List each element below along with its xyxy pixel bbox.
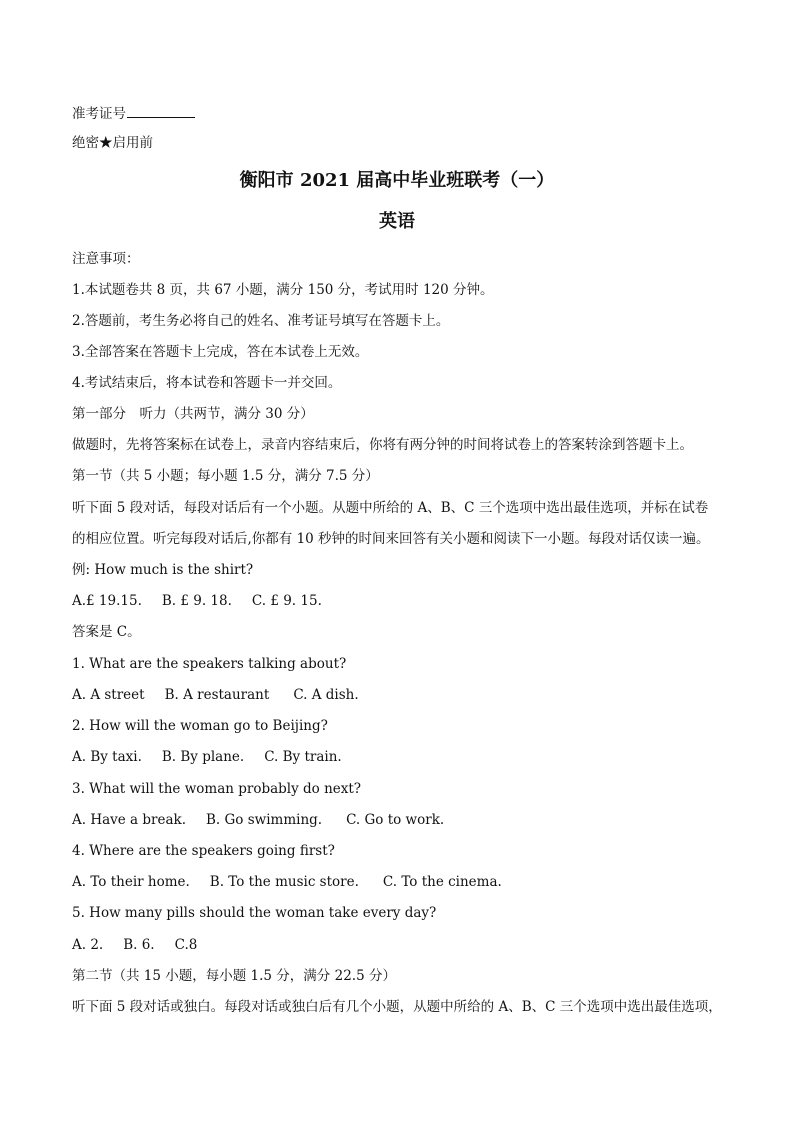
question-1: 1. What are the speakers talking about? <box>72 656 347 672</box>
exam-title: 衡阳市 2021 届高中毕业班联考（一） <box>239 170 555 191</box>
option-a: A. To their home. <box>72 874 190 890</box>
option-c: C. To the cinema. <box>382 874 502 890</box>
question-1-options <box>72 686 359 704</box>
question-2-options <box>72 748 342 766</box>
section2-instruction-line: 听下面 5 段对话或独白。每段对话或独白后有几个小题，从题中所给的 A、B、C 三个选项中选出最佳选项， <box>72 999 722 1015</box>
option-a: A.£ 19.15. <box>72 593 142 609</box>
notice-item: 4.考试结束后，将本试卷和答题卡一并交回。 <box>72 375 342 391</box>
exam-id-label: 准考证号 <box>72 106 126 122</box>
option-b: B. To the music store. <box>209 874 359 890</box>
example-question: 例: How much is the shirt? <box>72 562 254 578</box>
example-options <box>72 592 322 610</box>
exam-id-blank[interactable] <box>127 103 195 118</box>
section1-heading: 第一节（共 5 小题；每小题 1.5 分，满分 7.5 分） <box>72 468 379 484</box>
option-c: C.8 <box>174 937 198 953</box>
option-a: A. 2. <box>72 937 104 953</box>
question-3: 3. What will the woman probably do next? <box>72 781 362 797</box>
option-b: B. 6. <box>123 937 155 953</box>
option-b: B. By plane. <box>161 749 245 765</box>
part1-heading: 第一部分 听力（共两节，满分 30 分） <box>72 406 314 422</box>
notice-item: 3.全部答案在答题卡上完成，答在本试卷上无效。 <box>72 344 369 360</box>
section2-heading: 第二节（共 15 小题，每小题 1.5 分，满分 22.5 分） <box>72 968 396 984</box>
notice-item: 1.本试题卷共 8 页，共 67 小题，满分 150 分，考试用时 120 分钟。 <box>72 282 494 298</box>
question-5: 5. How many pills should the woman take every day? <box>72 905 437 921</box>
section1-instruction-line: 听下面 5 段对话，每段对话后有一个小题。从题中所给的 A、B、C 三个选项中选出最佳选项，并标在试卷 <box>72 500 709 516</box>
question-3-options <box>72 811 444 829</box>
notice-heading: 注意事项： <box>72 251 140 267</box>
question-5-options <box>72 936 197 954</box>
question-4: 4. Where are the speakers going first? <box>72 843 335 859</box>
exam-id-line <box>72 103 195 123</box>
option-c: C. £ 9. 15. <box>251 593 322 609</box>
secret-label: 绝密★启用前 <box>72 135 153 151</box>
option-b: B. £ 9. 18. <box>161 593 232 609</box>
question-2: 2. How will the woman go to Beijing? <box>72 718 328 734</box>
option-c: C. A dish. <box>293 687 359 703</box>
option-b: B. A restaurant <box>164 687 270 703</box>
option-a: A. By taxi. <box>72 749 142 765</box>
question-4-options <box>72 873 502 891</box>
option-a: A. A street <box>72 687 145 703</box>
section1-instruction-line: 的相应位置。听完每段对话后,你都有 10 秒钟的时间来回答有关小题和阅读下一小题。每段对话仅读一遍。 <box>72 531 710 547</box>
part1-instruction: 做题时，先将答案标在试卷上，录音内容结束后，你将有两分钟的时间将试卷上的答案转涂到答题卡上。 <box>72 437 693 453</box>
option-a: A. Have a break. <box>72 812 187 828</box>
subject-title: 英语 <box>379 211 415 232</box>
option-c: C. Go to work. <box>346 812 445 828</box>
option-c: C. By train. <box>264 749 342 765</box>
notice-item: 2.答题前，考生务必将自己的姓名、准考证号填写在答题卡上。 <box>72 313 450 329</box>
option-b: B. Go swimming. <box>206 812 323 828</box>
example-answer: 答案是 C。 <box>72 624 141 640</box>
